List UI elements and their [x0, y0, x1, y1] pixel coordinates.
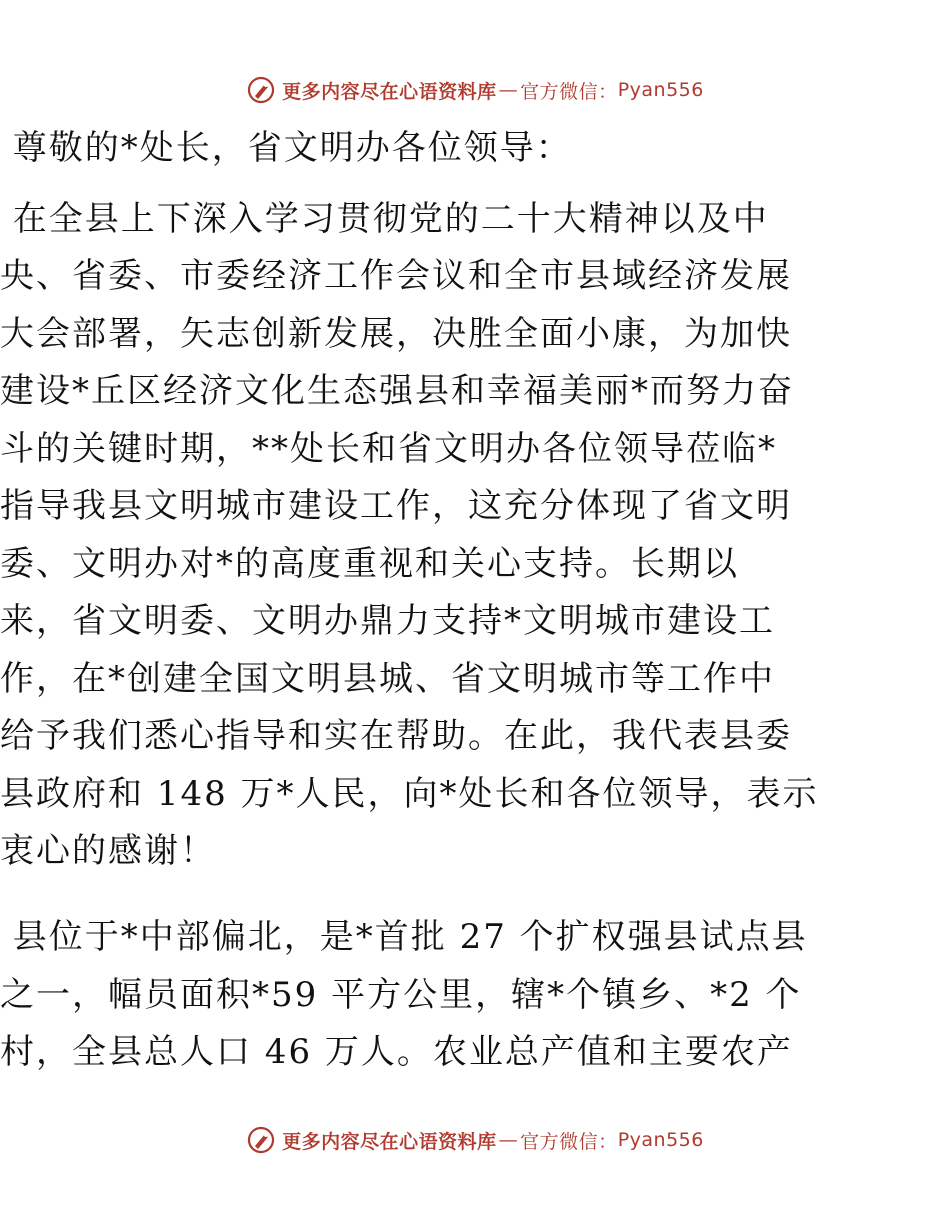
paragraph-line: 央、省委、市委经济工作会议和全市县域经济发展 — [0, 256, 792, 296]
watermark-text: 更多内容尽在心语资料库 — [282, 80, 497, 103]
paragraph-line: 斗的关键时期，**处长和省文明办各位领导莅临* — [0, 429, 777, 469]
watermark-text: 更多内容尽在心语资料库 — [282, 1130, 497, 1153]
paragraph-line: 作，在*创建全国文明县城、省文明城市等工作中 — [0, 659, 775, 699]
watermark-contact-id: Pyan556 — [617, 1129, 704, 1151]
paragraph-line: 大会部署，矢志创新发展，决胜全面小康，为加快 — [0, 314, 792, 354]
paragraph-line: 衷心的感谢！ — [0, 831, 216, 871]
header-watermark — [0, 70, 950, 110]
fountain-pen-logo-icon — [246, 75, 276, 105]
salutation: 尊敬的*处长，省文明办各位领导： — [0, 128, 572, 168]
paragraph-line: 县位于*中部偏北，是*首批 27 个扩权强县试点县 — [0, 917, 808, 957]
paragraph-line: 委、文明办对*的高度重视和关心支持。长期以 — [0, 544, 739, 584]
paragraph-line: 建设*丘区经济文化生态强县和幸福美丽*而努力奋 — [0, 371, 794, 411]
paragraph-line: 给予我们悉心指导和实在帮助。在此，我代表县委 — [0, 716, 792, 756]
watermark-contact-label: 官方微信： — [520, 80, 618, 103]
paragraph-line: 之一，幅员面积*59 平方公里，辖*个镇乡、*2 个 — [0, 975, 802, 1015]
fountain-pen-logo-icon — [246, 1125, 276, 1155]
footer-watermark — [0, 1120, 950, 1160]
watermark-separator: — — [498, 1129, 519, 1151]
paragraph-line: 在全县上下深入学习贯彻党的二十大精神以及中 — [0, 199, 769, 239]
watermark-contact-id: Pyan556 — [617, 79, 704, 101]
watermark-separator: — — [498, 79, 519, 101]
paragraph-line: 村，全县总人口 46 万人。农业总产值和主要农产 — [0, 1032, 793, 1072]
paragraph-line: 县政府和 148 万*人民，向*处长和各位领导，表示 — [0, 774, 819, 814]
watermark-contact-label: 官方微信： — [520, 1130, 618, 1153]
paragraph-line: 指导我县文明城市建设工作，这充分体现了省文明 — [0, 486, 792, 526]
paragraph-line: 来，省文明委、文明办鼎力支持*文明城市建设工 — [0, 601, 775, 641]
